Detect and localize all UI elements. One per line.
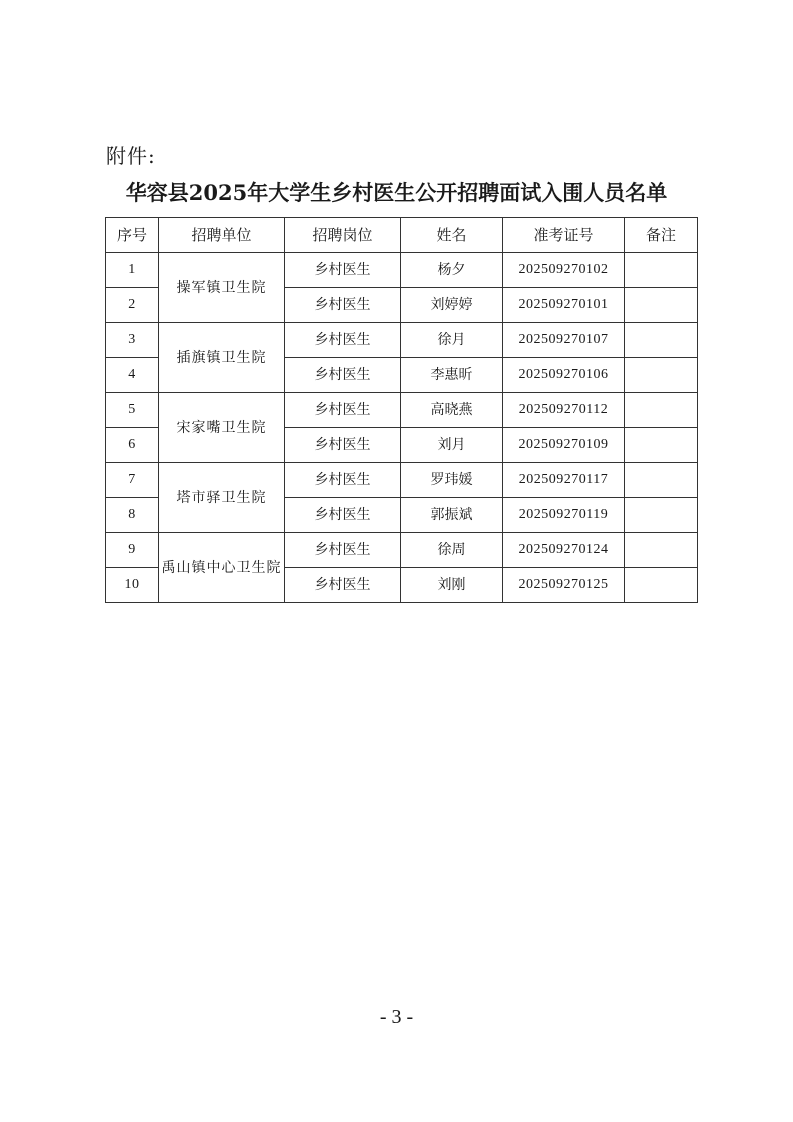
row-index: 4 (106, 358, 159, 393)
header-ticket: 准考证号 (503, 218, 625, 253)
table-row (106, 393, 698, 428)
page-number: - 3 - (379, 1006, 414, 1028)
post-cell: 乡村医生 (285, 533, 401, 568)
table-row (106, 463, 698, 498)
post-cell: 乡村医生 (285, 253, 401, 288)
post-cell: 乡村医生 (285, 393, 401, 428)
remark-cell (625, 428, 698, 463)
post-cell: 乡村医生 (285, 498, 401, 533)
row-index: 5 (106, 393, 159, 428)
header-remark: 备注 (625, 218, 698, 253)
row-index: 6 (106, 428, 159, 463)
header-unit: 招聘单位 (159, 218, 285, 253)
header-name: 姓名 (401, 218, 503, 253)
header-index: 序号 (106, 218, 159, 253)
row-index: 9 (106, 533, 159, 568)
table-row (106, 533, 698, 568)
name-cell: 李惠昕 (401, 358, 503, 393)
remark-cell (625, 288, 698, 323)
post-cell: 乡村医生 (285, 463, 401, 498)
recruiting-unit: 禹山镇中心卫生院 (159, 533, 285, 603)
name-cell: 郭振斌 (401, 498, 503, 533)
remark-cell (625, 498, 698, 533)
row-index: 7 (106, 463, 159, 498)
ticket-cell: 202509270124 (503, 533, 625, 568)
post-cell: 乡村医生 (285, 358, 401, 393)
ticket-cell: 202509270106 (503, 358, 625, 393)
name-cell: 杨夕 (401, 253, 503, 288)
ticket-cell: 202509270102 (503, 253, 625, 288)
recruiting-unit: 塔市驿卫生院 (159, 463, 285, 533)
name-cell: 罗玮媛 (401, 463, 503, 498)
name-cell: 徐周 (401, 533, 503, 568)
ticket-cell: 202509270112 (503, 393, 625, 428)
recruiting-unit: 操军镇卫生院 (159, 253, 285, 323)
document-title: 华容县2025年大学生乡村医生公开招聘面试入围人员名单 (125, 180, 668, 205)
recruiting-unit: 插旗镇卫生院 (159, 323, 285, 393)
ticket-cell: 202509270125 (503, 568, 625, 603)
ticket-cell: 202509270107 (503, 323, 625, 358)
remark-cell (625, 323, 698, 358)
table-header-row (106, 218, 698, 253)
name-cell: 刘婷婷 (401, 288, 503, 323)
remark-cell (625, 463, 698, 498)
name-cell: 刘刚 (401, 568, 503, 603)
attachment-label: 附件: (106, 144, 156, 168)
name-cell: 高晓燕 (401, 393, 503, 428)
row-index: 3 (106, 323, 159, 358)
post-cell: 乡村医生 (285, 568, 401, 603)
row-index: 10 (106, 568, 159, 603)
remark-cell (625, 568, 698, 603)
ticket-cell: 202509270109 (503, 428, 625, 463)
ticket-cell: 202509270117 (503, 463, 625, 498)
recruiting-unit: 宋家嘴卫生院 (159, 393, 285, 463)
roster-table (105, 217, 698, 603)
remark-cell (625, 533, 698, 568)
ticket-cell: 202509270101 (503, 288, 625, 323)
row-index: 8 (106, 498, 159, 533)
table-row (106, 323, 698, 358)
remark-cell (625, 253, 698, 288)
post-cell: 乡村医生 (285, 288, 401, 323)
name-cell: 刘月 (401, 428, 503, 463)
remark-cell (625, 358, 698, 393)
post-cell: 乡村医生 (285, 323, 401, 358)
header-post: 招聘岗位 (285, 218, 401, 253)
remark-cell (625, 393, 698, 428)
name-cell: 徐月 (401, 323, 503, 358)
post-cell: 乡村医生 (285, 428, 401, 463)
ticket-cell: 202509270119 (503, 498, 625, 533)
row-index: 1 (106, 253, 159, 288)
table-row (106, 253, 698, 288)
row-index: 2 (106, 288, 159, 323)
